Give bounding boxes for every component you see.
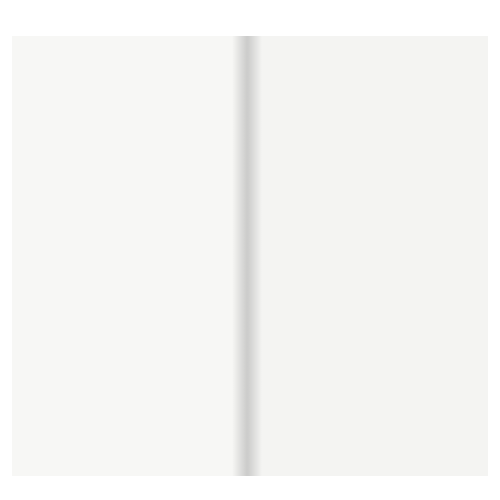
book-gutter [232,36,262,476]
right-page [248,36,488,476]
left-page [12,36,248,476]
